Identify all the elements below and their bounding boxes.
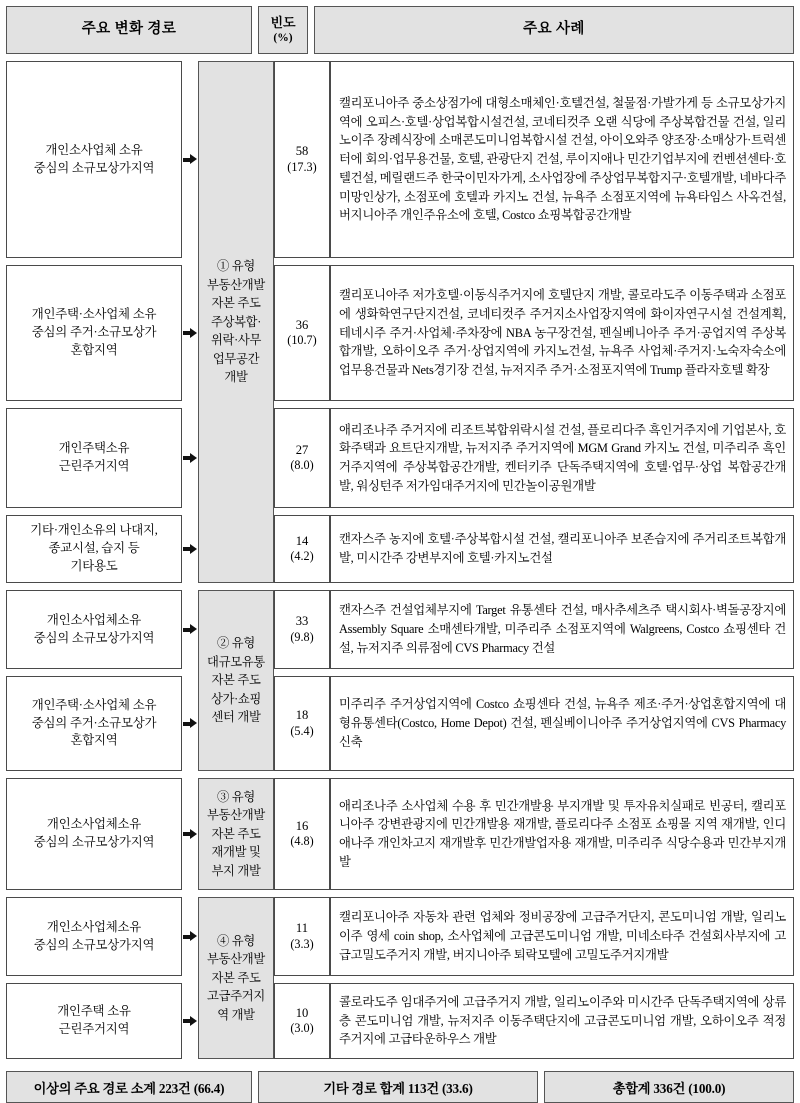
origin-box bbox=[6, 265, 182, 401]
type-2-label: ② 유형 대규모유통 자본 주도 상가·쇼핑 센터 개발 bbox=[207, 636, 265, 725]
case-box bbox=[330, 778, 794, 890]
origin-label: 기타·개인소유의 나대지, 종교시설, 습지 등 기타용도 bbox=[30, 523, 158, 573]
case-text: 콜로라도주 임대주거에 고급주거지 개발, 일리노이주와 미시간주 단독주택지역에 상류층 콘도미니엄 개발, 뉴저지주 이동주택단지에 고급콘도미니엄 개발, 오하이오주 적정주거지에 고급타운하우스 개발 bbox=[339, 994, 786, 1047]
case-text: 애리조나주 주거지에 리조트복합위락시설 건설, 플로리다주 흑인거주지에 기업본사, 호화주택과 요트단지개발, 뉴저지주 주거지역에 MGM Grand 카지노 건설, 미주리주 흑인거주지역에 주상복합공간개발, 켄터키주 단독주택지역에 호텔·업무·상업 복합공간개발, 워싱턴주 저가임대주거지에 민간놀이공원개발 bbox=[339, 422, 786, 493]
origin-label: 개인주택·소사업체 소유 중심의 주거·소규모상가 혼합지역 bbox=[31, 307, 157, 357]
frequency-percent: (3.3) bbox=[290, 936, 314, 951]
case-box bbox=[330, 408, 794, 508]
origin-label: 개인소사업체 소유 중심의 소규모상가지역 bbox=[33, 142, 155, 175]
frequency-count: 16 bbox=[295, 818, 309, 833]
case-text: 미주리주 주거상업지역에 Costco 쇼핑센타 건설, 뉴욕주 제조·주거·상업혼합지역에 대형유통센타(Costco, Home Depot) 건설, 펜실베이니아주 주거상업지역에 CVS Pharmacy 신축 bbox=[339, 697, 786, 749]
arrow-right-icon bbox=[183, 154, 197, 165]
header-cases: 주요 사례 bbox=[314, 6, 794, 54]
case-text: 캘리포니아주 저가호텔·이동식주거지에 호텔단지 개발, 콜로라도주 이동주택과 소점포에 생화학연구단지건설, 코네티컷주 주거지소사업장지역에 화이자연구시설 건설계획, 테네시주 주거·사업체·주차장에 NBA 농구장건설, 펜실베니아주 주거·공업지역 주상복합개발, 오하이오주 주거·상업지역에 카지노건설, 뉴욕주 사업체·주거지·노숙자숙소에 업무용건물과 Nets경기장 건설, 뉴저지주 주거·소점포지역에 Trump 플라자호텔 확장 bbox=[339, 288, 786, 378]
type-1-label: ① 유형 부동산개발 자본 주도 주상복합· 위락·사무 업무공간 개발 bbox=[207, 259, 265, 385]
flow-arrow-slot bbox=[182, 590, 198, 669]
arrow-right-icon bbox=[183, 829, 197, 840]
case-text: 캘리포니아주 중소상점가에 대형소매체인·호텔건설, 철물점·가발가게 등 소규모상가지역에 오피스·호텔·상업복합시설건설, 코네티컷주 오랜 식당에 주상복합건물 건설, 일리노이주 장례식장에 소매콘도미니엄복합시설 건설, 아이오와주 양조장·소매상가·트럭센터에 회의·업무용건물, 호텔, 관광단지 건설, 루이지애나 민간기업부지에 컨벤션센타·호텔건설, 메릴랜드주 한국이민자가게, 소사업장에 주상업무복합지구·호텔개발, 네바다주 미망인상가, 소점포에 호텔과 카지노 건설, 뉴욕주 소점포지역에 뉴욕타임스 사옥건설, 버지니아주 개인주유소에 호텔, Costco 쇼핑복합공간개발 bbox=[339, 95, 786, 223]
frequency-count: 14 bbox=[295, 533, 309, 548]
origin-box bbox=[6, 61, 182, 258]
table-footer-row bbox=[6, 1071, 794, 1103]
type-2-box bbox=[198, 590, 274, 771]
origin-label: 개인주택소유 근린주거지역 bbox=[58, 441, 130, 473]
origin-label: 개인소사업체소유 중심의 소규모상가지역 bbox=[33, 612, 155, 645]
footer-grand-total: 총합계 336건 (100.0) bbox=[544, 1071, 794, 1103]
case-box bbox=[330, 983, 794, 1059]
case-box bbox=[330, 61, 794, 258]
arrow-right-icon bbox=[183, 328, 197, 339]
cases-column bbox=[330, 61, 794, 1066]
arrow-right-icon bbox=[183, 544, 197, 555]
frequency-count: 11 bbox=[295, 921, 309, 936]
origin-box bbox=[6, 408, 182, 508]
table-header-row bbox=[6, 6, 794, 54]
origin-box bbox=[6, 515, 182, 583]
frequency-box bbox=[274, 61, 330, 258]
type-4-label: ④ 유형 부동산개발 자본 주도 고급주거지 역 개발 bbox=[207, 933, 265, 1022]
origin-box bbox=[6, 897, 182, 976]
arrow-right-icon bbox=[183, 1016, 197, 1027]
origin-label: 개인주택 소유 근린주거지역 bbox=[57, 1004, 131, 1036]
case-text: 캘리포니아주 자동차 관련 업체와 정비공장에 고급주거단지, 콘도미니엄 개발, 일리노이주 영세 coin shop, 소사업체에 고급콘도미니엄 개발, 미네소타주 건설회사부지에 고급고밀도주거지 개발, 버지니아주 퇴락모텔에 고밀도주거지개발 bbox=[339, 910, 786, 962]
frequency-count: 18 bbox=[295, 708, 309, 723]
frequency-box bbox=[274, 265, 330, 401]
origin-box bbox=[6, 590, 182, 669]
frequency-percent: (4.2) bbox=[290, 549, 314, 564]
type-4-box bbox=[198, 897, 274, 1059]
arrow-column bbox=[182, 61, 198, 1066]
arrow-right-icon bbox=[183, 931, 197, 942]
arrow-right-icon bbox=[183, 453, 197, 464]
frequency-percent: (8.0) bbox=[290, 458, 314, 473]
case-box bbox=[330, 676, 794, 771]
frequency-count: 27 bbox=[295, 442, 309, 457]
origin-box bbox=[6, 983, 182, 1059]
type-3-box bbox=[198, 778, 274, 890]
flow-arrow-slot bbox=[182, 265, 198, 401]
type-column bbox=[198, 61, 274, 1066]
frequency-count: 58 bbox=[295, 144, 309, 159]
arrow-right-icon bbox=[183, 624, 197, 635]
frequency-percent: (4.8) bbox=[290, 834, 314, 849]
frequency-count: 36 bbox=[295, 317, 309, 332]
case-text: 캔자스주 농지에 호텔·주상복합시설 건설, 캘리포니아주 보존습지에 주거리조트복합개발, 미시간주 강변부지에 호텔·카지노건설 bbox=[339, 532, 786, 565]
frequency-count: 10 bbox=[295, 1005, 309, 1020]
flow-arrow-slot bbox=[182, 778, 198, 890]
flow-arrow-slot bbox=[182, 676, 198, 771]
footer-other-paths: 기타 경로 합계 113건 (33.6) bbox=[258, 1071, 538, 1103]
origin-column bbox=[6, 61, 182, 1066]
origin-label: 개인소사업체소유 중심의 소규모상가지역 bbox=[33, 817, 155, 849]
origin-label: 개인소사업체소유 중심의 소규모상가지역 bbox=[33, 919, 155, 952]
frequency-percent: (10.7) bbox=[287, 333, 317, 348]
type-1-box bbox=[198, 61, 274, 583]
frequency-percent: (5.4) bbox=[290, 723, 314, 738]
header-frequency-unit: (%) bbox=[273, 31, 293, 44]
frequency-box bbox=[274, 983, 330, 1059]
frequency-box bbox=[274, 590, 330, 669]
case-text: 애리조나주 소사업체 수용 후 민간개발용 부지개발 및 투자유치실패로 빈공터, 캘리포니아주 강변관광지에 민간개발용 재개발, 플로리다주 소점포 쇼핑몰 지역 재개발, 인디애나주 개인차고지 재개발후 민간개발업자용 재개발, 미주리주 식당수용과 민간부지개발 bbox=[339, 798, 786, 869]
frequency-box bbox=[274, 778, 330, 890]
frequency-count: 33 bbox=[295, 614, 309, 629]
header-frequency bbox=[258, 6, 308, 54]
case-box bbox=[330, 515, 794, 583]
case-text: 캔자스주 건설업체부지에 Target 유통센타 건설, 매사추세츠주 택시회사·벽돌공장지에 Assembly Square 소매센타개발, 미주리주 소점포지역에 Walgreens, Costco 쇼핑센타 건설, 뉴저지주 의류점에 CVS Pharmacy 건설 bbox=[339, 603, 786, 655]
flow-arrow-slot bbox=[182, 515, 198, 583]
flow-arrow-slot bbox=[182, 61, 198, 258]
type-3-label: ③ 유형 부동산개발 자본 주도 재개발 및 부지 개발 bbox=[207, 789, 265, 878]
origin-box bbox=[6, 676, 182, 771]
frequency-box bbox=[274, 676, 330, 771]
header-path: 주요 변화 경로 bbox=[6, 6, 252, 54]
frequency-box bbox=[274, 408, 330, 508]
frequency-box bbox=[274, 515, 330, 583]
table-body bbox=[6, 61, 794, 1066]
flow-arrow-slot bbox=[182, 983, 198, 1059]
footer-subtotal: 이상의 주요 경로 소계 223건 (66.4) bbox=[6, 1071, 252, 1103]
arrow-right-icon bbox=[183, 718, 197, 729]
flow-arrow-slot bbox=[182, 897, 198, 976]
frequency-box bbox=[274, 897, 330, 976]
case-box bbox=[330, 590, 794, 669]
case-box bbox=[330, 265, 794, 401]
flow-arrow-slot bbox=[182, 408, 198, 508]
frequency-percent: (17.3) bbox=[287, 159, 317, 174]
case-box bbox=[330, 897, 794, 976]
header-frequency-label: 빈도 bbox=[270, 14, 296, 30]
frequency-percent: (9.8) bbox=[290, 629, 314, 644]
frequency-percent: (3.0) bbox=[290, 1021, 314, 1036]
origin-label: 개인주택·소사업체 소유 중심의 주거·소규모상가 혼합지역 bbox=[31, 697, 157, 748]
origin-box bbox=[6, 778, 182, 890]
frequency-column bbox=[274, 61, 330, 1066]
